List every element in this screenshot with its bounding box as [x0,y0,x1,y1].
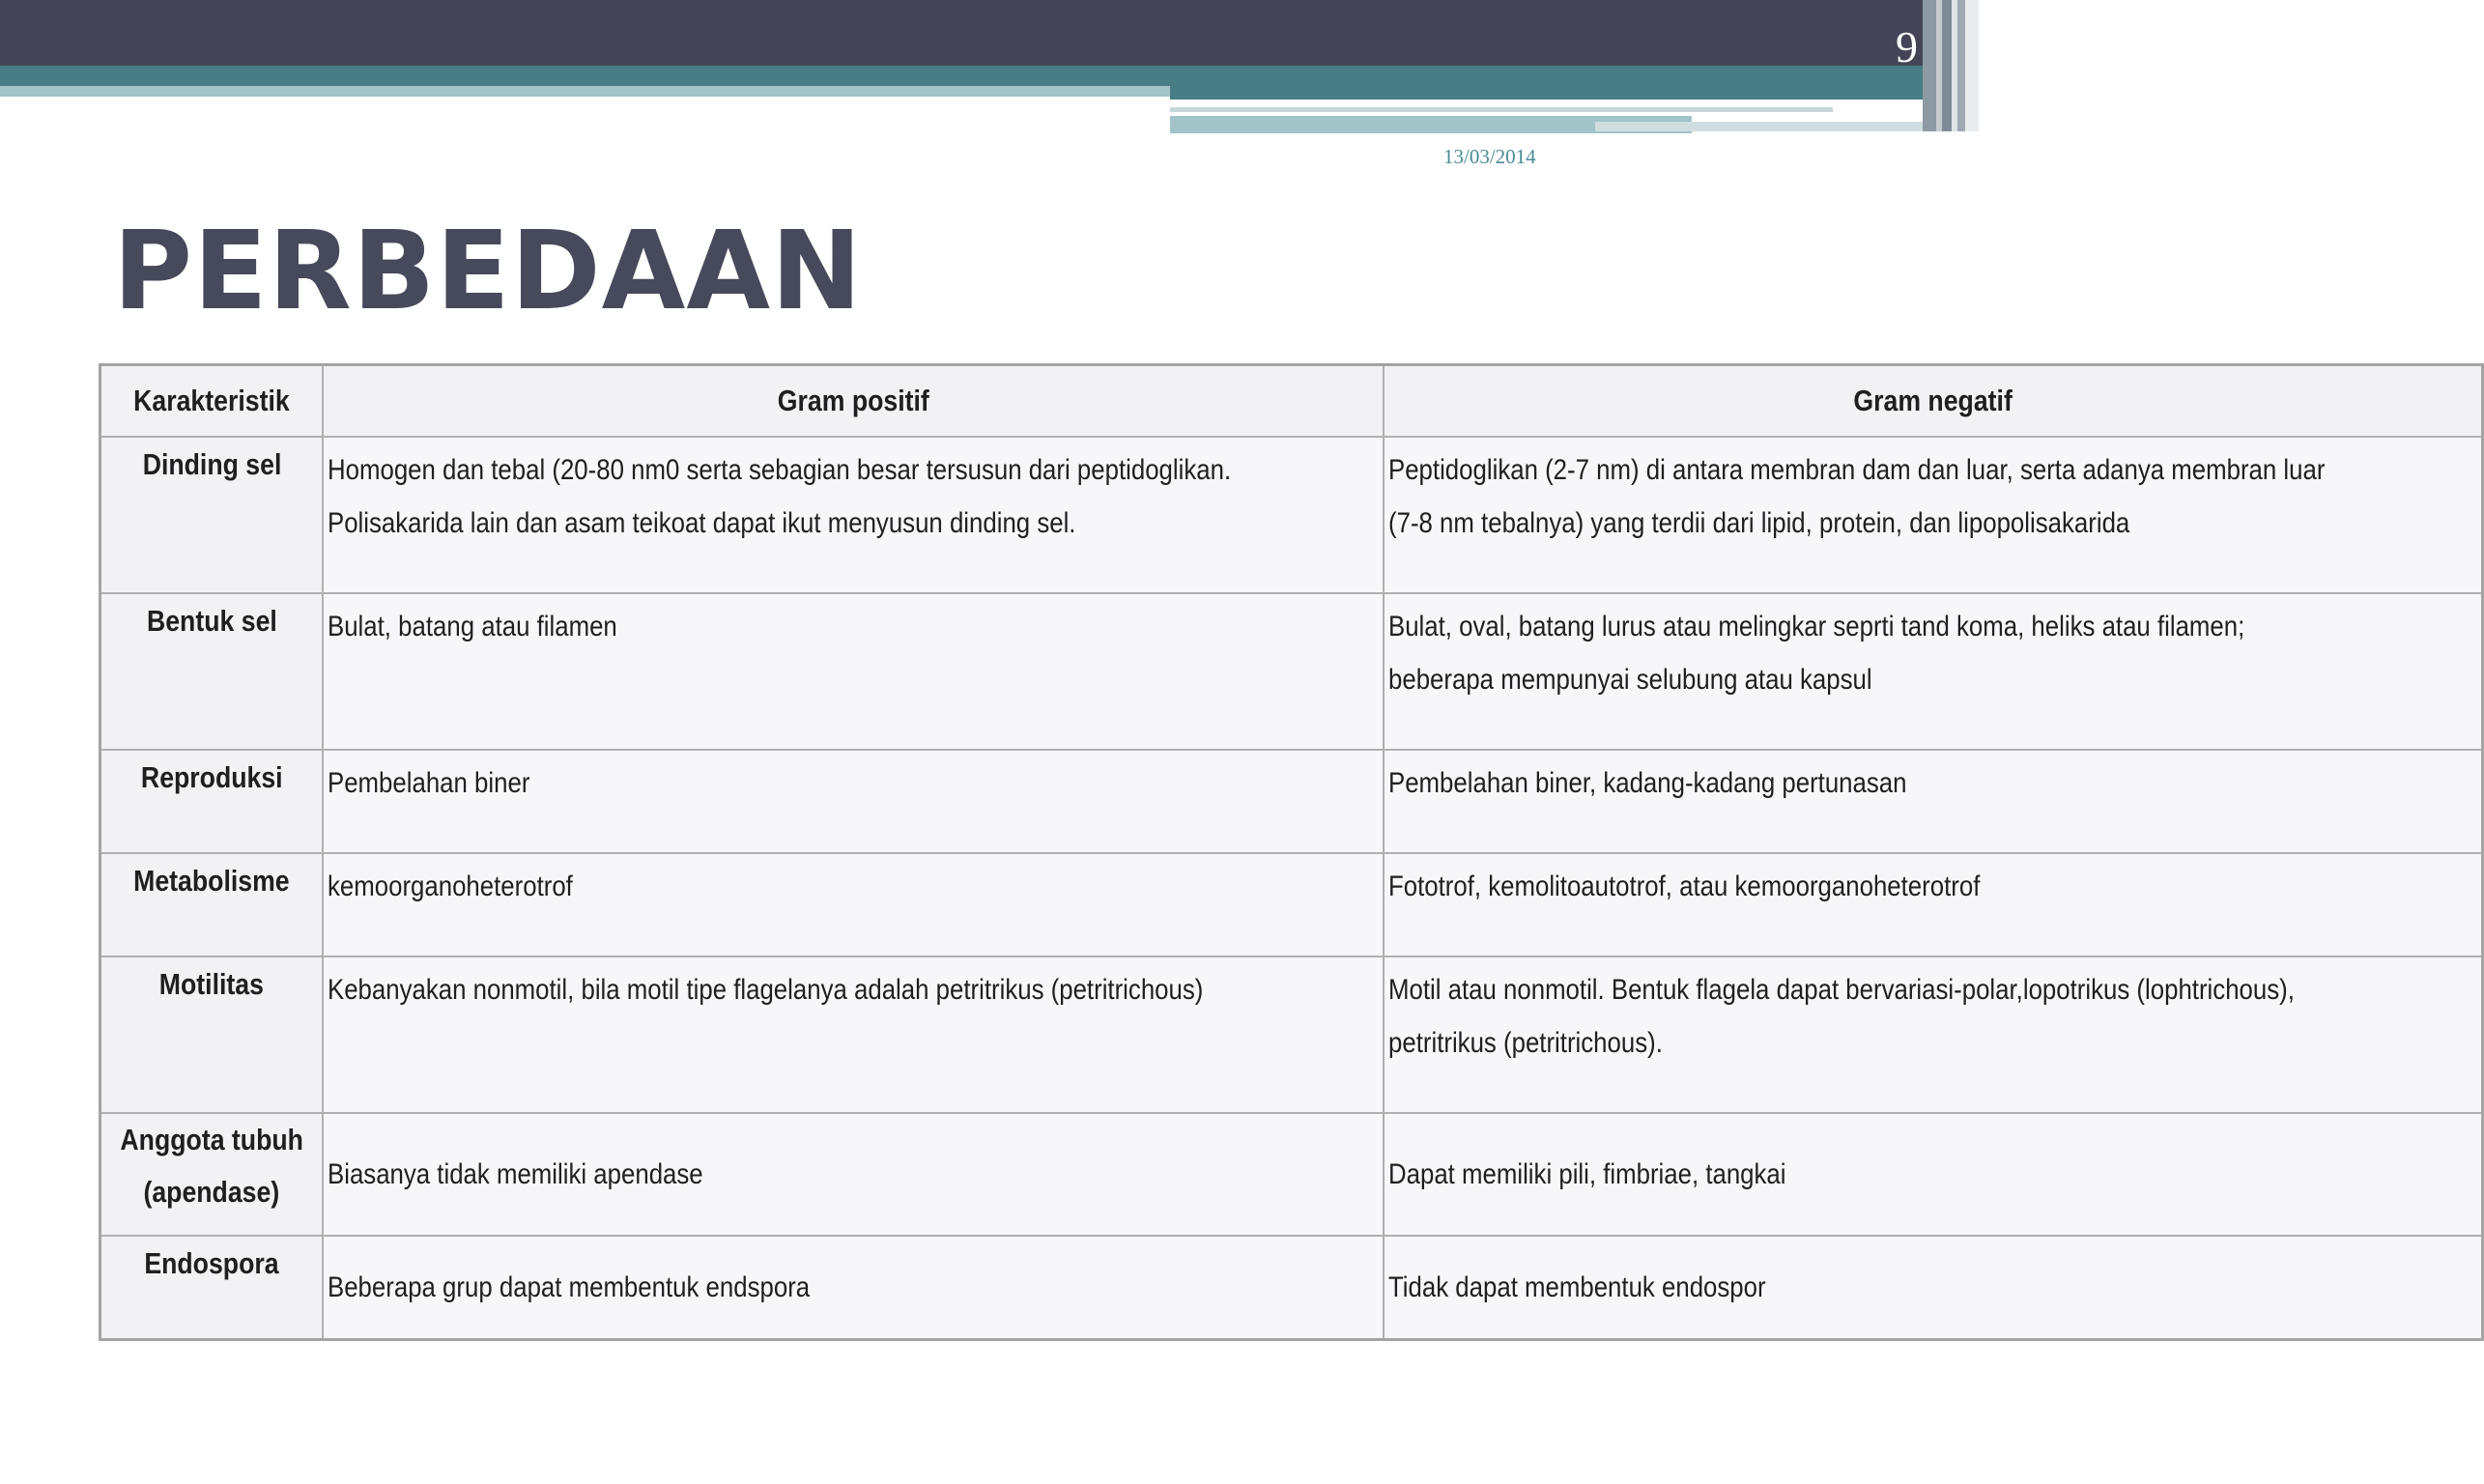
cell-negative: Motil atau nonmotil. Bentuk flagela dapat bervariasi-polar,lopotrikus (lophtrichous), petritrikus (petritrichous). [1384,956,2483,1113]
cell-positive: Biasanya tidak memiliki apendase [323,1113,1383,1236]
header-thin-line [1170,107,1833,112]
cell-positive: Homogen dan tebal (20-80 nm0 serta sebagian besar tersusun dari peptidoglikan. Polisakarida lain dan asam teikoat dapat ikut menyusun dinding sel. [323,437,1383,593]
header-light-stripe [0,86,1170,97]
cell-positive: Beberapa grup dapat membentuk endspora [323,1236,1383,1339]
header-karakteristik: Karakteristik [100,365,324,438]
table-header-row [100,365,2483,438]
cell-negative: Fototrof, kemolitoautotrof, atau kemoorganoheterotrof [1384,853,2483,956]
header-vertical-stripes [1923,0,1979,131]
slide-date: 13/03/2014 [1443,145,1536,168]
cell-negative: Pembelahan biner, kadang-kadang pertunasan [1384,750,2483,853]
cell-negative: Bulat, oval, batang lurus atau melingkar seprti tand koma, heliks atau filamen; beberapa mempunyai selubung atau kapsul [1384,593,2483,750]
comparison-table [99,363,2484,1341]
row-label-motilitas: Motilitas [100,956,324,1113]
table-row [100,1236,2483,1339]
header-bar [0,0,1979,66]
cell-positive: kemoorganoheterotrof [323,853,1383,956]
cell-negative: Peptidoglikan (2-7 nm) di antara membran dam dan luar, serta adanya membran luar (7-8 nm tebalnya) yang terdii dari lipid, protein, dan lipopolisakarida [1384,437,2483,593]
header-gram-positif: Gram positif [323,365,1383,438]
row-label-anggota-tubuh: Anggota tubuh (apendase) [100,1113,324,1236]
page-title: PERBEDAAN [113,209,863,334]
table-row [100,750,2483,853]
header-light-stripe-right-2 [1595,122,1943,131]
table-row [100,853,2483,956]
row-label-endospora: Endospora [100,1236,324,1339]
cell-positive: Pembelahan biner [323,750,1383,853]
table-row [100,1113,2483,1236]
slide-number: 9 [1896,22,1918,71]
row-label-bentuk-sel: Bentuk sel [100,593,324,750]
cell-positive: Bulat, batang atau filamen [323,593,1383,750]
row-label-reproduksi: Reproduksi [100,750,324,853]
row-label-metabolisme: Metabolisme [100,853,324,956]
header-gram-negatif: Gram negatif [1384,365,2483,438]
row-label-dinding-sel: Dinding sel [100,437,324,593]
cell-positive: Kebanyakan nonmotil, bila motil tipe flagelanya adalah petritrikus (petritrichous) [323,956,1383,1113]
cell-negative: Tidak dapat membentuk endospor [1384,1236,2483,1339]
header-accent-bar [0,66,1170,86]
table-row [100,593,2483,750]
table-row [100,956,2483,1113]
cell-negative: Dapat memiliki pili, fimbriae, tangkai [1384,1113,2483,1236]
header-accent-bar-right [1170,66,1924,100]
table-row [100,437,2483,593]
